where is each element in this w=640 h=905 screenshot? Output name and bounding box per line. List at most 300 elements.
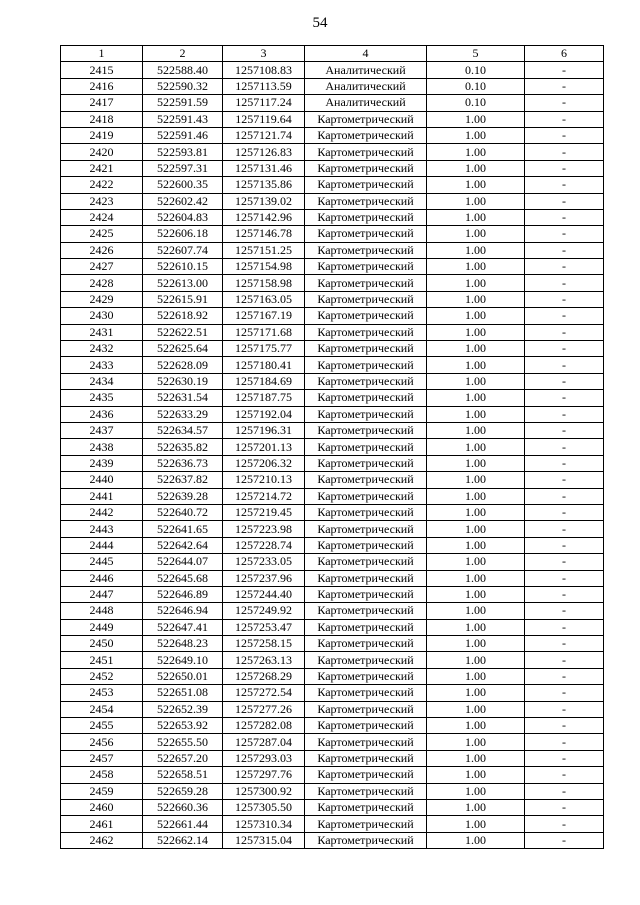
x-coordinate-cell: 522625.64 (143, 341, 223, 357)
x-coordinate-cell: 522600.35 (143, 177, 223, 193)
note-cell: - (525, 718, 604, 734)
point-number-cell: 2454 (61, 701, 143, 717)
x-coordinate-cell: 522642.64 (143, 537, 223, 553)
note-cell: - (525, 701, 604, 717)
note-cell: - (525, 767, 604, 783)
accuracy-cell: 1.00 (427, 685, 525, 701)
table-row (61, 341, 604, 357)
method-cell: Картометрический (305, 259, 427, 275)
y-coordinate-cell: 1257305.50 (223, 799, 305, 815)
method-cell: Аналитический (305, 62, 427, 78)
header-row (61, 46, 604, 62)
note-cell: - (525, 177, 604, 193)
x-coordinate-cell: 522631.54 (143, 390, 223, 406)
accuracy-cell: 1.00 (427, 455, 525, 471)
table-row (61, 472, 604, 488)
point-number-cell: 2457 (61, 750, 143, 766)
accuracy-cell: 1.00 (427, 668, 525, 684)
y-coordinate-cell: 1257146.78 (223, 226, 305, 242)
accuracy-cell: 1.00 (427, 603, 525, 619)
y-coordinate-cell: 1257228.74 (223, 537, 305, 553)
table-row (61, 586, 604, 602)
point-number-cell: 2443 (61, 521, 143, 537)
table-row (61, 701, 604, 717)
method-cell: Картометрический (305, 750, 427, 766)
table-row (61, 439, 604, 455)
x-coordinate-cell: 522649.10 (143, 652, 223, 668)
note-cell: - (525, 373, 604, 389)
method-cell: Картометрический (305, 783, 427, 799)
note-cell: - (525, 160, 604, 176)
accuracy-cell: 0.10 (427, 95, 525, 111)
accuracy-cell: 1.00 (427, 177, 525, 193)
method-cell: Картометрический (305, 193, 427, 209)
x-coordinate-cell: 522655.50 (143, 734, 223, 750)
note-cell: - (525, 668, 604, 684)
table-header (61, 46, 604, 62)
y-coordinate-cell: 1257282.08 (223, 718, 305, 734)
table-row (61, 537, 604, 553)
y-coordinate-cell: 1257244.40 (223, 586, 305, 602)
accuracy-cell: 1.00 (427, 586, 525, 602)
y-coordinate-cell: 1257121.74 (223, 127, 305, 143)
method-cell: Картометрический (305, 209, 427, 225)
table-row (61, 226, 604, 242)
y-coordinate-cell: 1257151.25 (223, 242, 305, 258)
method-cell: Картометрический (305, 308, 427, 324)
table-row (61, 767, 604, 783)
note-cell: - (525, 390, 604, 406)
note-cell: - (525, 554, 604, 570)
note-cell: - (525, 226, 604, 242)
note-cell: - (525, 308, 604, 324)
accuracy-cell: 0.10 (427, 62, 525, 78)
accuracy-cell: 1.00 (427, 701, 525, 717)
note-cell: - (525, 750, 604, 766)
y-coordinate-cell: 1257277.26 (223, 701, 305, 717)
accuracy-cell: 1.00 (427, 537, 525, 553)
x-coordinate-cell: 522590.32 (143, 78, 223, 94)
table-row (61, 652, 604, 668)
point-number-cell: 2448 (61, 603, 143, 619)
point-number-cell: 2452 (61, 668, 143, 684)
point-number-cell: 2440 (61, 472, 143, 488)
accuracy-cell: 1.00 (427, 275, 525, 291)
point-number-cell: 2415 (61, 62, 143, 78)
x-coordinate-cell: 522606.18 (143, 226, 223, 242)
method-cell: Картометрический (305, 799, 427, 815)
point-number-cell: 2435 (61, 390, 143, 406)
method-cell: Картометрический (305, 504, 427, 520)
point-number-cell: 2423 (61, 193, 143, 209)
column-header-5: 5 (427, 46, 525, 62)
point-number-cell: 2424 (61, 209, 143, 225)
method-cell: Картометрический (305, 177, 427, 193)
point-number-cell: 2455 (61, 718, 143, 734)
accuracy-cell: 1.00 (427, 209, 525, 225)
accuracy-cell: 1.00 (427, 127, 525, 143)
table-row (61, 242, 604, 258)
x-coordinate-cell: 522652.39 (143, 701, 223, 717)
table-row (61, 750, 604, 766)
method-cell: Картометрический (305, 636, 427, 652)
page-number: 54 (312, 15, 328, 31)
method-cell: Картометрический (305, 390, 427, 406)
method-cell: Картометрический (305, 570, 427, 586)
accuracy-cell: 1.00 (427, 226, 525, 242)
method-cell: Картометрический (305, 816, 427, 832)
y-coordinate-cell: 1257201.13 (223, 439, 305, 455)
y-coordinate-cell: 1257233.05 (223, 554, 305, 570)
y-coordinate-cell: 1257135.86 (223, 177, 305, 193)
method-cell: Картометрический (305, 341, 427, 357)
y-coordinate-cell: 1257297.76 (223, 767, 305, 783)
point-number-cell: 2430 (61, 308, 143, 324)
y-coordinate-cell: 1257119.64 (223, 111, 305, 127)
method-cell: Картометрический (305, 111, 427, 127)
accuracy-cell: 1.00 (427, 570, 525, 586)
accuracy-cell: 1.00 (427, 767, 525, 783)
point-number-cell: 2419 (61, 127, 143, 143)
method-cell: Картометрический (305, 291, 427, 307)
accuracy-cell: 1.00 (427, 406, 525, 422)
note-cell: - (525, 209, 604, 225)
column-header-1: 1 (61, 46, 143, 62)
table-row (61, 504, 604, 520)
x-coordinate-cell: 522604.83 (143, 209, 223, 225)
table-row (61, 144, 604, 160)
note-cell: - (525, 570, 604, 586)
point-number-cell: 2459 (61, 783, 143, 799)
y-coordinate-cell: 1257287.04 (223, 734, 305, 750)
x-coordinate-cell: 522618.92 (143, 308, 223, 324)
accuracy-cell: 1.00 (427, 193, 525, 209)
x-coordinate-cell: 522640.72 (143, 504, 223, 520)
method-cell: Картометрический (305, 619, 427, 635)
accuracy-cell: 1.00 (427, 734, 525, 750)
point-number-cell: 2416 (61, 78, 143, 94)
point-number-cell: 2434 (61, 373, 143, 389)
point-number-cell: 2449 (61, 619, 143, 635)
method-cell: Картометрический (305, 422, 427, 438)
y-coordinate-cell: 1257154.98 (223, 259, 305, 275)
table-row (61, 636, 604, 652)
table-row (61, 783, 604, 799)
method-cell: Картометрический (305, 324, 427, 340)
table-row (61, 455, 604, 471)
y-coordinate-cell: 1257237.96 (223, 570, 305, 586)
table-row (61, 554, 604, 570)
method-cell: Картометрический (305, 275, 427, 291)
point-number-cell: 2453 (61, 685, 143, 701)
accuracy-cell: 1.00 (427, 259, 525, 275)
y-coordinate-cell: 1257253.47 (223, 619, 305, 635)
y-coordinate-cell: 1257184.69 (223, 373, 305, 389)
accuracy-cell: 1.00 (427, 636, 525, 652)
method-cell: Картометрический (305, 406, 427, 422)
point-number-cell: 2446 (61, 570, 143, 586)
table-row (61, 422, 604, 438)
accuracy-cell: 1.00 (427, 472, 525, 488)
point-number-cell: 2445 (61, 554, 143, 570)
point-number-cell: 2418 (61, 111, 143, 127)
method-cell: Картометрический (305, 472, 427, 488)
note-cell: - (525, 636, 604, 652)
x-coordinate-cell: 522597.31 (143, 160, 223, 176)
table-row (61, 275, 604, 291)
method-cell: Картометрический (305, 455, 427, 471)
y-coordinate-cell: 1257293.03 (223, 750, 305, 766)
x-coordinate-cell: 522615.91 (143, 291, 223, 307)
y-coordinate-cell: 1257117.24 (223, 95, 305, 111)
note-cell: - (525, 111, 604, 127)
note-cell: - (525, 652, 604, 668)
x-coordinate-cell: 522593.81 (143, 144, 223, 160)
x-coordinate-cell: 522646.89 (143, 586, 223, 602)
method-cell: Картометрический (305, 373, 427, 389)
accuracy-cell: 1.00 (427, 160, 525, 176)
point-number-cell: 2444 (61, 537, 143, 553)
method-cell: Картометрический (305, 160, 427, 176)
x-coordinate-cell: 522660.36 (143, 799, 223, 815)
accuracy-cell: 1.00 (427, 242, 525, 258)
method-cell: Картометрический (305, 226, 427, 242)
note-cell: - (525, 406, 604, 422)
note-cell: - (525, 193, 604, 209)
column-header-6: 6 (525, 46, 604, 62)
note-cell: - (525, 537, 604, 553)
note-cell: - (525, 603, 604, 619)
x-coordinate-cell: 522645.68 (143, 570, 223, 586)
accuracy-cell: 1.00 (427, 619, 525, 635)
y-coordinate-cell: 1257196.31 (223, 422, 305, 438)
x-coordinate-cell: 522639.28 (143, 488, 223, 504)
note-cell: - (525, 521, 604, 537)
point-number-cell: 2431 (61, 324, 143, 340)
point-number-cell: 2420 (61, 144, 143, 160)
point-number-cell: 2456 (61, 734, 143, 750)
x-coordinate-cell: 522591.59 (143, 95, 223, 111)
note-cell: - (525, 586, 604, 602)
table-row (61, 390, 604, 406)
accuracy-cell: 1.00 (427, 341, 525, 357)
note-cell: - (525, 504, 604, 520)
x-coordinate-cell: 522634.57 (143, 422, 223, 438)
accuracy-cell: 1.00 (427, 504, 525, 520)
x-coordinate-cell: 522637.82 (143, 472, 223, 488)
table-row (61, 308, 604, 324)
point-number-cell: 2450 (61, 636, 143, 652)
accuracy-cell: 1.00 (427, 750, 525, 766)
note-cell: - (525, 799, 604, 815)
table-row (61, 373, 604, 389)
accuracy-cell: 1.00 (427, 422, 525, 438)
method-cell: Картометрический (305, 652, 427, 668)
accuracy-cell: 1.00 (427, 373, 525, 389)
y-coordinate-cell: 1257263.13 (223, 652, 305, 668)
point-number-cell: 2425 (61, 226, 143, 242)
x-coordinate-cell: 522662.14 (143, 832, 223, 848)
x-coordinate-cell: 522644.07 (143, 554, 223, 570)
table-row (61, 111, 604, 127)
y-coordinate-cell: 1257214.72 (223, 488, 305, 504)
table-row (61, 488, 604, 504)
table-row (61, 734, 604, 750)
x-coordinate-cell: 522647.41 (143, 619, 223, 635)
y-coordinate-cell: 1257175.77 (223, 341, 305, 357)
method-cell: Картометрический (305, 439, 427, 455)
table-row (61, 619, 604, 635)
note-cell: - (525, 439, 604, 455)
point-number-cell: 2427 (61, 259, 143, 275)
note-cell: - (525, 357, 604, 373)
point-number-cell: 2422 (61, 177, 143, 193)
y-coordinate-cell: 1257258.15 (223, 636, 305, 652)
y-coordinate-cell: 1257126.83 (223, 144, 305, 160)
table-row (61, 832, 604, 848)
accuracy-cell: 1.00 (427, 308, 525, 324)
table-row (61, 406, 604, 422)
accuracy-cell: 1.00 (427, 652, 525, 668)
method-cell: Картометрический (305, 554, 427, 570)
x-coordinate-cell: 522657.20 (143, 750, 223, 766)
table-row (61, 570, 604, 586)
point-number-cell: 2458 (61, 767, 143, 783)
method-cell: Картометрический (305, 718, 427, 734)
column-header-2: 2 (143, 46, 223, 62)
point-number-cell: 2460 (61, 799, 143, 815)
note-cell: - (525, 422, 604, 438)
point-number-cell: 2447 (61, 586, 143, 602)
note-cell: - (525, 62, 604, 78)
method-cell: Картометрический (305, 701, 427, 717)
x-coordinate-cell: 522630.19 (143, 373, 223, 389)
note-cell: - (525, 455, 604, 471)
point-number-cell: 2462 (61, 832, 143, 848)
note-cell: - (525, 341, 604, 357)
y-coordinate-cell: 1257300.92 (223, 783, 305, 799)
y-coordinate-cell: 1257139.02 (223, 193, 305, 209)
table-row (61, 324, 604, 340)
accuracy-cell: 0.10 (427, 78, 525, 94)
y-coordinate-cell: 1257315.04 (223, 832, 305, 848)
y-coordinate-cell: 1257142.96 (223, 209, 305, 225)
table-row (61, 160, 604, 176)
note-cell: - (525, 832, 604, 848)
y-coordinate-cell: 1257158.98 (223, 275, 305, 291)
method-cell: Картометрический (305, 767, 427, 783)
method-cell: Картометрический (305, 832, 427, 848)
note-cell: - (525, 127, 604, 143)
y-coordinate-cell: 1257272.54 (223, 685, 305, 701)
x-coordinate-cell: 522653.92 (143, 718, 223, 734)
table-row (61, 95, 604, 111)
x-coordinate-cell: 522651.08 (143, 685, 223, 701)
table-row (61, 291, 604, 307)
note-cell: - (525, 291, 604, 307)
method-cell: Картометрический (305, 488, 427, 504)
y-coordinate-cell: 1257180.41 (223, 357, 305, 373)
accuracy-cell: 1.00 (427, 439, 525, 455)
column-header-3: 3 (223, 46, 305, 62)
y-coordinate-cell: 1257108.83 (223, 62, 305, 78)
x-coordinate-cell: 522633.29 (143, 406, 223, 422)
note-cell: - (525, 685, 604, 701)
note-cell: - (525, 275, 604, 291)
table-row (61, 209, 604, 225)
x-coordinate-cell: 522622.51 (143, 324, 223, 340)
table-row (61, 127, 604, 143)
accuracy-cell: 1.00 (427, 832, 525, 848)
method-cell: Картометрический (305, 144, 427, 160)
accuracy-cell: 1.00 (427, 144, 525, 160)
point-number-cell: 2428 (61, 275, 143, 291)
accuracy-cell: 1.00 (427, 291, 525, 307)
x-coordinate-cell: 522646.94 (143, 603, 223, 619)
note-cell: - (525, 95, 604, 111)
method-cell: Картометрический (305, 242, 427, 258)
note-cell: - (525, 78, 604, 94)
point-number-cell: 2461 (61, 816, 143, 832)
note-cell: - (525, 242, 604, 258)
table-row (61, 521, 604, 537)
point-number-cell: 2432 (61, 341, 143, 357)
point-number-cell: 2438 (61, 439, 143, 455)
table-row (61, 259, 604, 275)
table-row (61, 799, 604, 815)
x-coordinate-cell: 522641.65 (143, 521, 223, 537)
note-cell: - (525, 144, 604, 160)
note-cell: - (525, 816, 604, 832)
method-cell: Аналитический (305, 95, 427, 111)
table-row (61, 62, 604, 78)
y-coordinate-cell: 1257171.68 (223, 324, 305, 340)
point-number-cell: 2433 (61, 357, 143, 373)
x-coordinate-cell: 522610.15 (143, 259, 223, 275)
table-row (61, 193, 604, 209)
method-cell: Картометрический (305, 586, 427, 602)
y-coordinate-cell: 1257223.98 (223, 521, 305, 537)
table-row (61, 668, 604, 684)
y-coordinate-cell: 1257249.92 (223, 603, 305, 619)
y-coordinate-cell: 1257310.34 (223, 816, 305, 832)
table-row (61, 718, 604, 734)
x-coordinate-cell: 522636.73 (143, 455, 223, 471)
point-number-cell: 2417 (61, 95, 143, 111)
coordinates-table (60, 45, 604, 849)
note-cell: - (525, 619, 604, 635)
accuracy-cell: 1.00 (427, 390, 525, 406)
accuracy-cell: 1.00 (427, 816, 525, 832)
point-number-cell: 2439 (61, 455, 143, 471)
table-body (61, 62, 604, 849)
method-cell: Картометрический (305, 734, 427, 750)
method-cell: Картометрический (305, 127, 427, 143)
x-coordinate-cell: 522635.82 (143, 439, 223, 455)
y-coordinate-cell: 1257268.29 (223, 668, 305, 684)
y-coordinate-cell: 1257113.59 (223, 78, 305, 94)
method-cell: Картометрический (305, 603, 427, 619)
method-cell: Картометрический (305, 668, 427, 684)
x-coordinate-cell: 522648.23 (143, 636, 223, 652)
accuracy-cell: 1.00 (427, 324, 525, 340)
point-number-cell: 2451 (61, 652, 143, 668)
accuracy-cell: 1.00 (427, 554, 525, 570)
point-number-cell: 2437 (61, 422, 143, 438)
table-row (61, 603, 604, 619)
x-coordinate-cell: 522628.09 (143, 357, 223, 373)
accuracy-cell: 1.00 (427, 799, 525, 815)
